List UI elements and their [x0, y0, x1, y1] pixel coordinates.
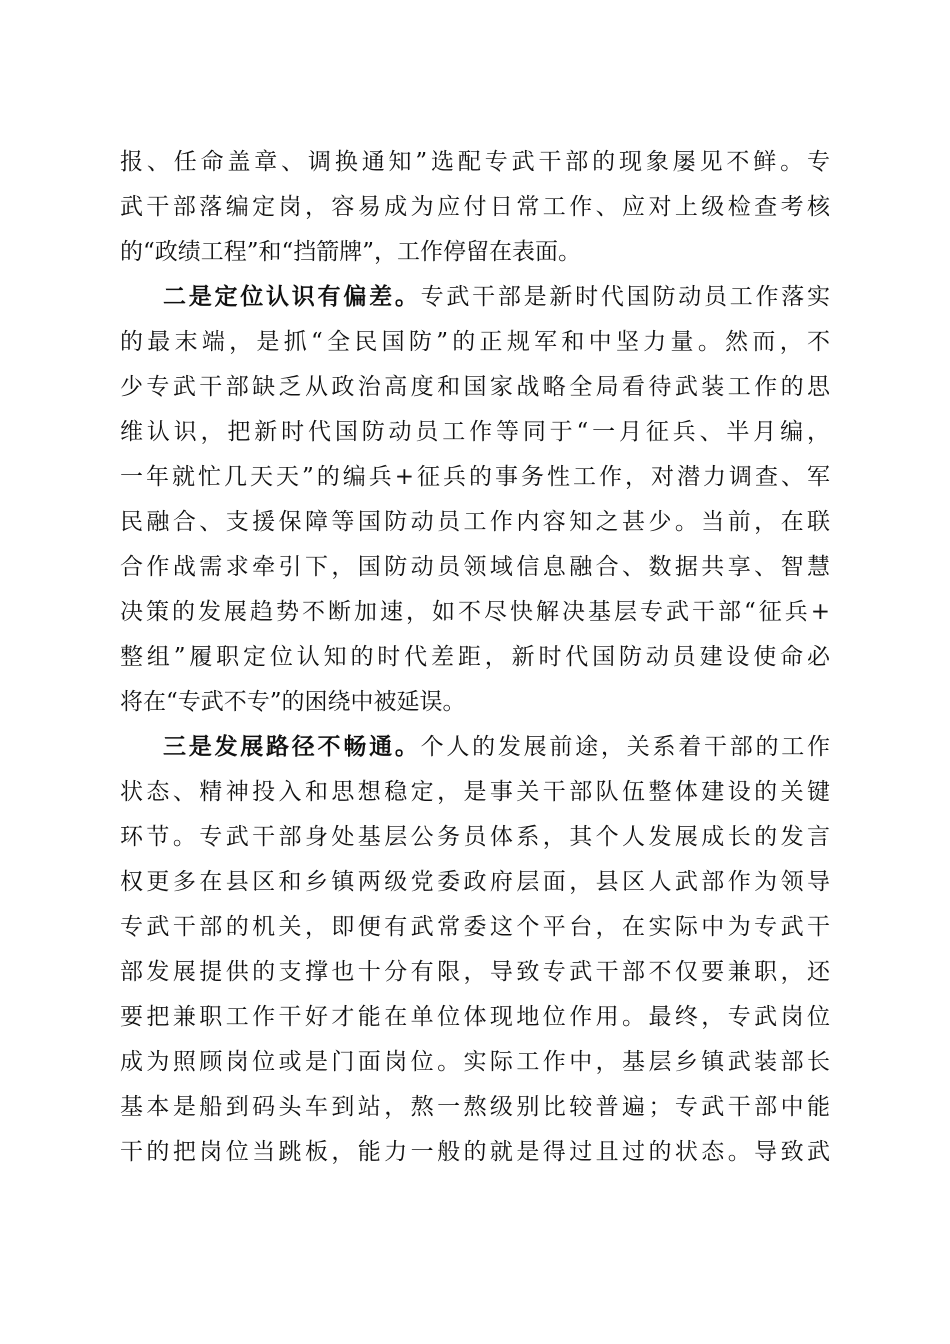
paragraph-3-lead: 三是发展路径不畅通。 [163, 733, 421, 760]
paragraph-3-first-line [163, 725, 830, 769]
text-line: 武干部落编定岗，容易成为应付日常工作、应对上级检查考核 [120, 194, 830, 220]
text-line: 环节。专武干部身处基层公务员体系，其个人发展成长的发言 [120, 824, 830, 850]
text-line: 要把兼职工作干好才能在单位体现地位作用。最终，专武岗位 [120, 1004, 830, 1030]
text-line: 部发展提供的支撑也十分有限，导致专武干部不仅要兼职，还 [120, 959, 830, 985]
text-line: 状态、精神投入和思想稳定，是事关干部队伍整体建设的关键 [120, 779, 830, 805]
paragraph-2-lead: 二是定位认识有偏差。 [163, 283, 421, 310]
paragraph-2-first-line [163, 275, 830, 319]
text-line: 合作战需求牵引下，国防动员领域信息融合、数据共享、智慧 [120, 554, 830, 580]
text-line: 专武干部的机关，即便有武常委这个平台，在实际中为专武干 [120, 914, 830, 940]
text-line: 决策的发展趋势不断加速，如不尽快解决基层专武干部“征兵+ [120, 599, 830, 625]
text-line: 的“政绩工程”和“挡箭牌”，工作停留在表面。 [120, 239, 582, 265]
text-line: 一年就忙几天天”的编兵+征兵的事务性工作，对潜力调查、军 [120, 464, 830, 490]
text-line: 维认识，把新时代国防动员工作等同于“一月征兵、半月编， [120, 419, 830, 445]
text-line: 权更多在县区和乡镇两级党委政府层面，县区人武部作为领导 [120, 869, 830, 895]
text-line: 的最末端，是抓“全民国防”的正规军和中坚力量。然而，不 [120, 329, 830, 355]
paragraph-3-first-rest: 个人的发展前途，关系着干部的工作 [420, 734, 831, 760]
text-line: 报、任命盖章、调换通知”选配专武干部的现象屡见不鲜。专 [120, 149, 830, 175]
text-line: 将在“专武不专”的困绕中被延误。 [120, 689, 466, 715]
text-line: 少专武干部缺乏从政治高度和国家战略全局看待武装工作的思 [120, 374, 830, 400]
text-line: 民融合、支援保障等国防动员工作内容知之甚少。当前，在联 [120, 509, 830, 535]
text-line: 干的把岗位当跳板，能力一般的就是得过且过的状态。导致武 [120, 1139, 830, 1165]
text-line: 成为照顾岗位或是门面岗位。实际工作中，基层乡镇武装部长 [120, 1049, 830, 1075]
text-line: 基本是船到码头车到站，熬一熬级别比较普遍；专武干部中能 [120, 1094, 830, 1120]
paragraph-2-first-rest: 专武干部是新时代国防动员工作落实 [420, 284, 831, 310]
text-line: 整组”履职定位认知的时代差距，新时代国防动员建设使命必 [120, 644, 830, 670]
